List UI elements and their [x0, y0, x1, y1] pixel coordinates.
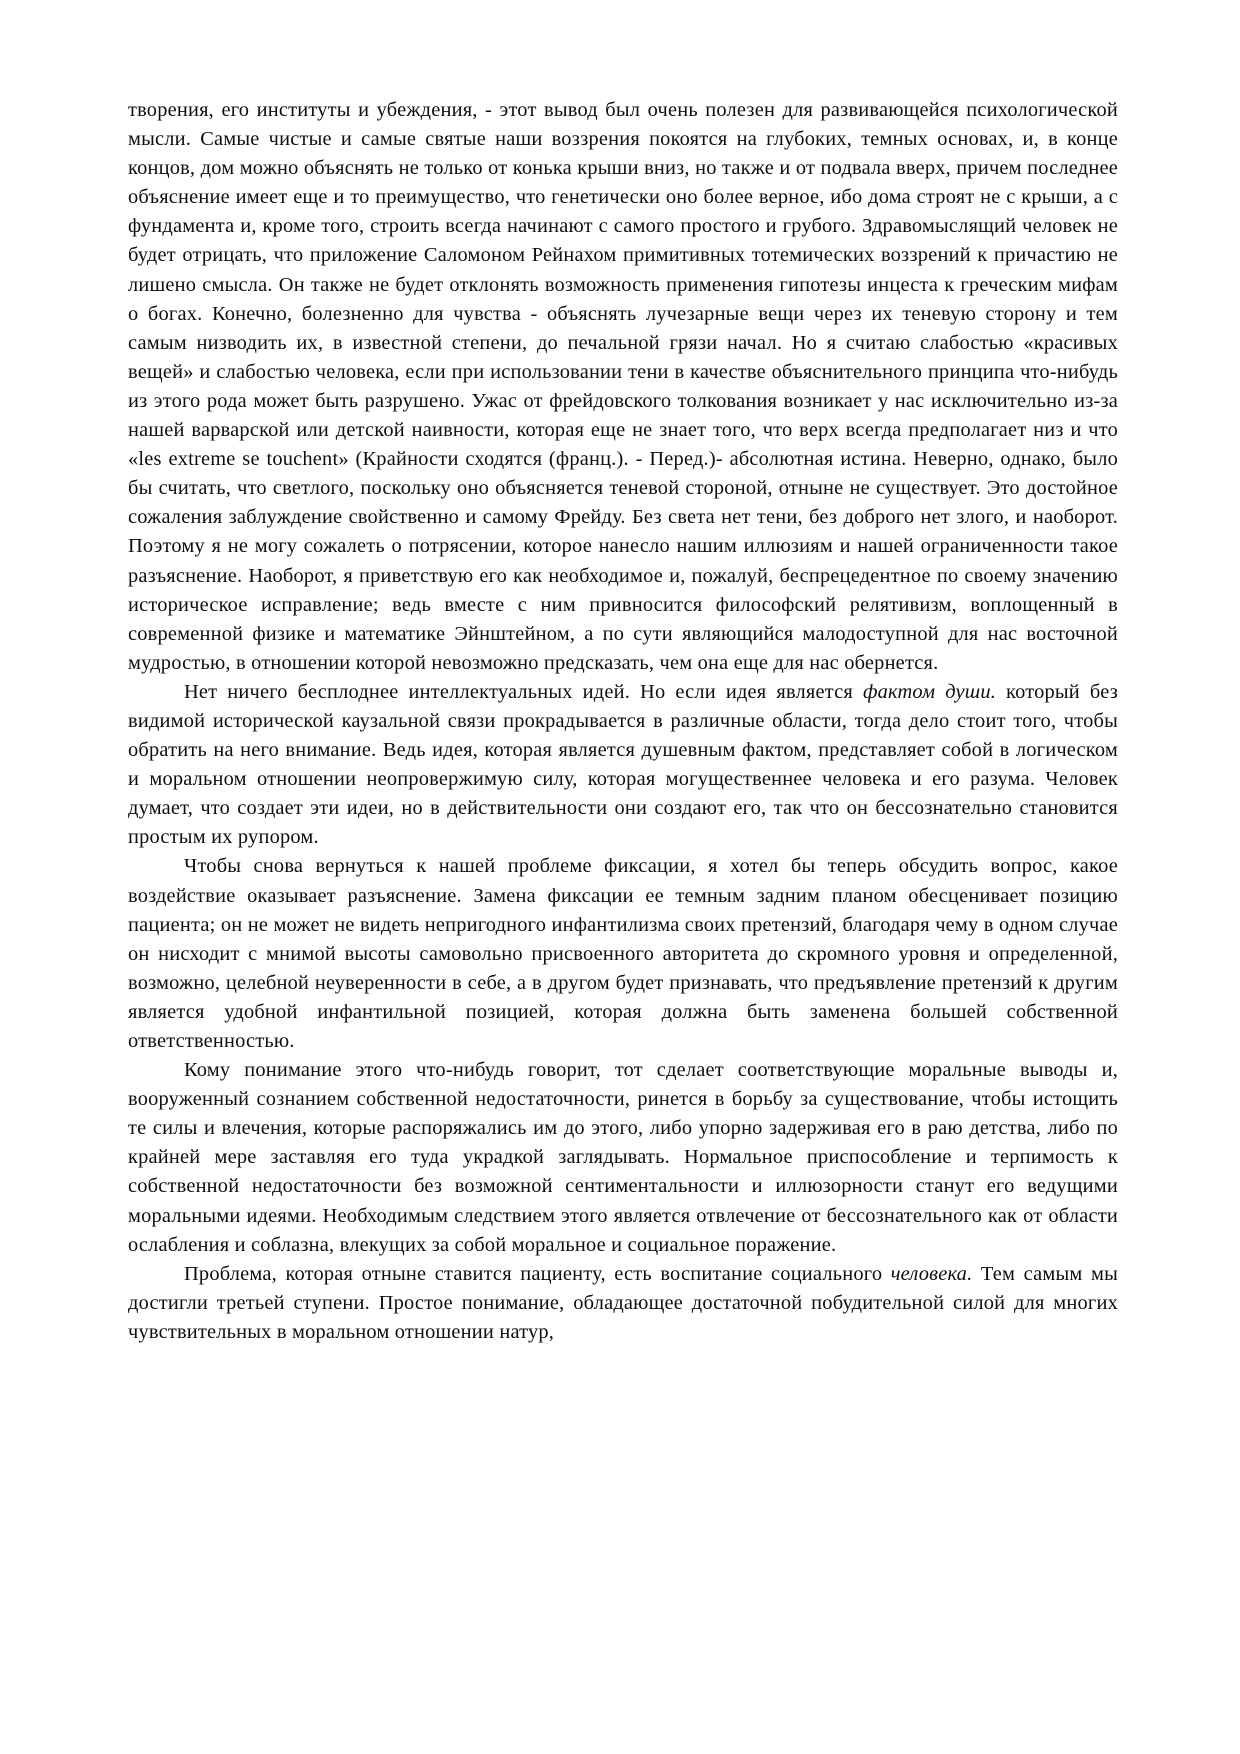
paragraph-5-emphasis: человека.: [890, 1262, 973, 1285]
body-text-column: [128, 96, 1118, 1347]
paragraph-2-text-after-emphasis: который без видимой исторической каузальной связи прокрадывается в различные области, тогда дело стоит того, чтобы обратить на него внимание. Ведь идея, которая является душевным фактом, представляет собой в логическом и моральном отношении неопровержимую силу, которая могущественнее человека и его разума. Человек думает, что создает эти идеи, но в действительности они создают его, так что он бессознательно становится простым их рупором.: [128, 680, 1118, 849]
paragraph-2-emphasis: фактом души.: [862, 680, 997, 703]
paragraph-5-text-before-emphasis: Проблема, которая отныне ставится пациенту, есть воспитание социального: [184, 1262, 891, 1285]
paragraph-4: Кому понимание этого что-нибудь говорит, тот сделает соответствующие моральные выводы и, вооруженный сознанием собственной недостаточности, ринется в борьбу за существование, чтобы истощить те силы и влечения, которые распоряжались им до этого, либо упорно задерживая его в раю детства, либо по крайней мере заставляя его туда украдкой заглядывать. Нормальное приспособление и терпимость к собственной недостаточности без возможной сентиментальности и иллюзорности станут его ведущими моральными идеями. Необходимым следствием этого является отвлечение от бессознательного как от области ослабления и соблазна, влекущих за собой моральное и социальное поражение.: [128, 1059, 1118, 1256]
paragraph-5-text-after-emphasis: Тем самым мы достигли третьей ступени. Простое понимание, обладающее достаточной побудительной силой для многих чувствительных в моральном отношении натур,: [128, 1262, 1118, 1343]
paragraph-1: творения, его институты и убеждения, - этот вывод был очень полезен для развивающейся психологической мысли. Самые чистые и самые святые наши воззрения покоятся на глубоких, темных основах, и, в конце концов, дом можно объяснять не только от конька крыши вниз, но также и от подвала вверх, причем последнее объяснение имеет еще и то преимущество, что генетически оно более верное, ибо дома строят не с крыши, а с фундамента и, кроме того, строить всегда начинают с самого простого и грубого. Здравомыслящий человек не будет отрицать, что приложение Саломоном Рейнахом примитивных тотемических воззрений к причастию не лишено смысла. Он также не будет отклонять возможность применения гипотезы инцеста к греческим мифам о богах. Конечно, болезненно для чувства - объяснять лучезарные вещи через их теневую сторону и тем самым низводить их, в известной степени, до печальной грязи начал. Но я считаю слабостью «красивых вещей» и слабостью человека, если при использовании тени в качестве объяснительного принципа что-нибудь из этого рода может быть разрушено. Ужас от фрейдовского толкования возникает у нас исключительно из-за нашей варварской или детской наивности, которая еще не знает того, что верх всегда предполагает низ и что «les extreme se touchent» (Крайности сходятся (франц.). - Перед.)- абсолютная истина. Неверно, однако, было бы считать, что светлого, поскольку оно объясняется теневой стороной, отныне не существует. Это достойное сожаления заблуждение свойственно и самому Фрейду. Без света нет тени, без доброго нет злого, и наоборот. Поэтому я не могу сожалеть о потрясении, которое нанесло нашим иллюзиям и нашей ограниченности такое разъяснение. Наоборот, я приветствую его как необходимое и, пожалуй, беспрецедентное по своему значению историческое исправление; ведь вместе с ним привносится философский релятивизм, воплощенный в современной физике и математике Эйнштейном, а по сути являющийся малодоступной для нас восточной мудростью, в отношении которой невозможно предсказать, чем она еще для нас обернется.: [128, 99, 1118, 674]
paragraph-5: [128, 1260, 1118, 1347]
paragraph-3: Чтобы снова вернуться к нашей проблеме фиксации, я хотел бы теперь обсудить вопрос, какое воздействие оказывает разъяснение. Замена фиксации ее темным задним планом обесценивает позицию пациента; он не может не видеть непригодного инфантилизма своих претензий, благодаря чему в одном случае он нисходит с мнимой высоты самовольно присвоенного авторитета до скромного уровня и определенной, возможно, целебной неуверенности в себе, а в другом будет признавать, что предъявление претензий к другим является удобной инфантильной позицией, которая должна быть заменена большей собственной ответственностью.: [128, 855, 1118, 1052]
paragraph-2: [128, 678, 1118, 853]
paragraph-2-text-before-emphasis: Нет ничего бесплоднее интеллектуальных идей. Но если идея является: [184, 680, 863, 703]
